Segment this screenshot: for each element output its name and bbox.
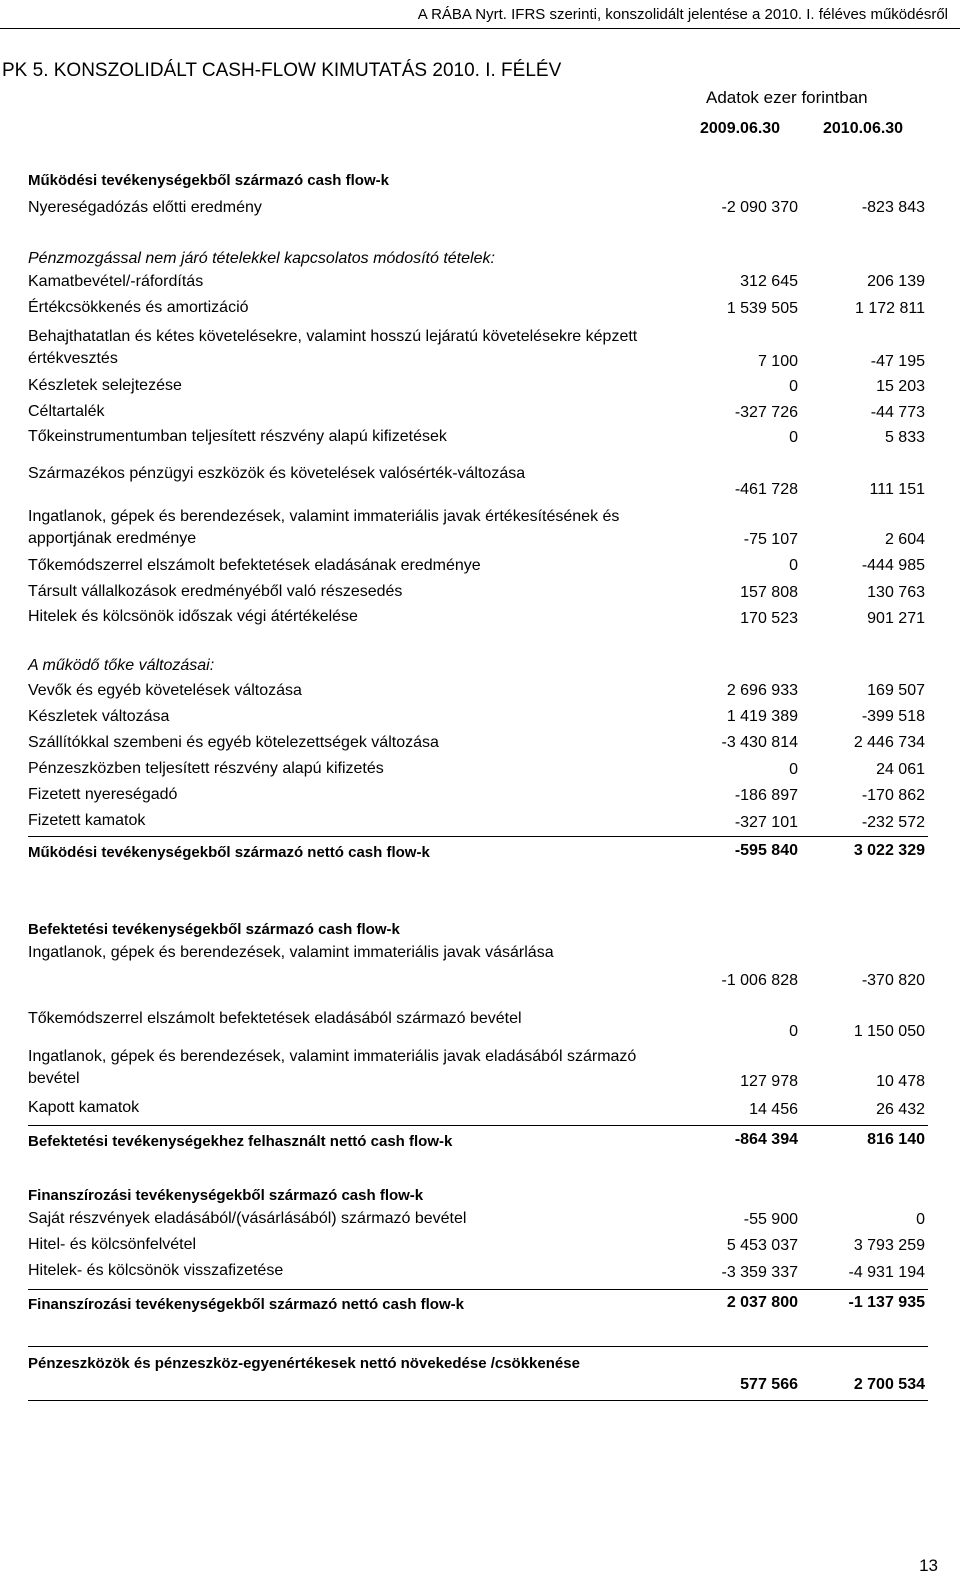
value-2009: 577 566 <box>740 1376 798 1393</box>
row-label: Nyereségadózás előtti eredmény <box>28 199 262 216</box>
row-label: Ingatlanok, gépek és berendezések, valamint immateriális javak értékesítésének és apportjának eredménye <box>28 508 620 547</box>
value-2010: -399 518 <box>861 708 925 725</box>
value-2009: 127 978 <box>740 1073 798 1090</box>
value-2010: -444 985 <box>861 557 925 574</box>
value-2009: 1 419 389 <box>726 708 798 725</box>
value-2010: 3 793 259 <box>853 1237 925 1254</box>
divider-line <box>28 836 928 837</box>
value-2009: -864 394 <box>734 1131 798 1148</box>
value-2010: 5 833 <box>884 429 925 446</box>
value-2009: -1 006 828 <box>721 972 798 989</box>
value-2009: 14 456 <box>749 1101 798 1118</box>
value-2009: 2 037 800 <box>726 1294 798 1311</box>
column-header-2009: 2009.06.30 <box>700 120 781 137</box>
unit-label: Adatok ezer forintban <box>706 88 868 107</box>
row-label: Tőkemódszerrel elszámolt befektetések eladásából származó bevétel <box>28 1010 522 1027</box>
value-2010: -823 843 <box>861 199 925 216</box>
value-2009: 5 453 037 <box>726 1237 798 1254</box>
value-2009: 157 808 <box>740 584 798 601</box>
page-title: PK 5. KONSZOLIDÁLT CASH-FLOW KIMUTATÁS 2010. I. FÉLÉV <box>2 60 562 81</box>
row-label: Saját részvények eladásából/(vásárlásából) származó bevétel <box>28 1210 467 1227</box>
value-2009: 0 <box>789 761 798 778</box>
row-label: Működési tevékenységekből származó nettó cash flow-k <box>28 844 430 861</box>
value-2010: 10 478 <box>876 1073 925 1090</box>
value-2010: 15 203 <box>876 378 925 395</box>
row-label: Céltartalék <box>28 403 105 420</box>
value-2010: 2 700 534 <box>853 1376 925 1393</box>
value-2010: -370 820 <box>861 972 925 989</box>
row-label: Pénzeszközben teljesített részvény alapú kifizetés <box>28 760 384 777</box>
value-2009: -186 897 <box>734 787 798 804</box>
value-2010: 169 507 <box>867 682 925 699</box>
page-number: 13 <box>919 1556 938 1575</box>
row-label: Társult vállalkozások eredményéből való részesedés <box>28 583 403 600</box>
value-2010: 2 446 734 <box>853 734 925 751</box>
value-2009: 0 <box>789 1023 798 1040</box>
header-divider <box>0 28 960 29</box>
row-label: Ingatlanok, gépek és berendezések, valamint immateriális javak eladásából származó bevétel <box>28 1048 637 1087</box>
value-2010: 816 140 <box>867 1131 925 1148</box>
value-2010: 130 763 <box>867 584 925 601</box>
value-2009: -327 101 <box>734 814 798 831</box>
row-label: Tőkemódszerrel elszámolt befektetések eladásának eredménye <box>28 557 481 574</box>
row-label: Kapott kamatok <box>28 1099 140 1116</box>
value-2010: -44 773 <box>870 404 925 421</box>
value-2010: 24 061 <box>876 761 925 778</box>
row-label: Készletek változása <box>28 708 170 725</box>
row-label: Pénzeszközök és pénzeszköz-egyenértékesek nettó növekedése /csökkenése <box>28 1355 580 1372</box>
row-label: Befektetési tevékenységekből származó cash flow-k <box>28 921 400 938</box>
value-2009: 170 523 <box>740 610 798 627</box>
row-label: Finanszírozási tevékenységekből származó nettó cash flow-k <box>28 1296 464 1313</box>
value-2009: -595 840 <box>734 842 798 859</box>
value-2010: -47 195 <box>870 353 925 370</box>
divider-line <box>28 1289 928 1290</box>
value-2009: 1 539 505 <box>726 300 798 317</box>
row-label: Fizetett kamatok <box>28 812 146 829</box>
row-label: Kamatbevétel/-ráfordítás <box>28 273 204 290</box>
row-label: Működési tevékenységekből származó cash flow-k <box>28 172 389 189</box>
value-2009: 0 <box>789 378 798 395</box>
row-label: Tőkeinstrumentumban teljesített részvény alapú kifizetések <box>28 428 447 445</box>
value-2009: 7 100 <box>757 353 798 370</box>
divider-line <box>28 1400 928 1401</box>
value-2010: 1 172 811 <box>855 300 925 317</box>
value-2010: -232 572 <box>861 814 925 831</box>
row-label: Értékcsökkenés és amortizáció <box>28 299 249 316</box>
value-2009: 0 <box>789 557 798 574</box>
row-label: Finanszírozási tevékenységekből származó cash flow-k <box>28 1187 424 1204</box>
row-label: A működő tőke változásai: <box>28 657 215 674</box>
value-2010: 26 432 <box>876 1101 925 1118</box>
divider-line <box>28 1125 928 1126</box>
row-label: Ingatlanok, gépek és berendezések, valamint immateriális javak vásárlása <box>28 944 554 961</box>
divider-line <box>28 1346 928 1347</box>
value-2010: 206 139 <box>867 273 925 290</box>
row-label: Fizetett nyereségadó <box>28 786 178 803</box>
row-label: Hitelek és kölcsönök időszak végi átértékelése <box>28 608 358 625</box>
value-2009: -2 090 370 <box>721 199 798 216</box>
row-label: Hitelek- és kölcsönök visszafizetése <box>28 1262 284 1279</box>
value-2009: -3 359 337 <box>721 1264 798 1281</box>
value-2009: -75 107 <box>743 531 798 548</box>
value-2009: -55 900 <box>743 1211 798 1228</box>
row-label: Származékos pénzügyi eszközök és követelések valósérték-változása <box>28 465 526 482</box>
value-2009: 0 <box>789 429 798 446</box>
value-2010: -4 931 194 <box>848 1264 925 1281</box>
value-2009: -3 430 814 <box>721 734 798 751</box>
row-label: Vevők és egyéb követelések változása <box>28 682 302 699</box>
document-header: A RÁBA Nyrt. IFRS szerinti, konszolidált jelentése a 2010. I. féléves működésről <box>417 6 948 23</box>
value-2010: -170 862 <box>861 787 925 804</box>
row-label: Behajthatatlan és kétes követelésekre, valamint hosszú lejáratú követelésekre képzett értékvesztés <box>28 328 638 367</box>
row-label: Készletek selejtezése <box>28 377 182 394</box>
row-label: Hitel- és kölcsönfelvétel <box>28 1236 197 1253</box>
value-2009: -327 726 <box>734 404 798 421</box>
row-label: Pénzmozgással nem járó tételekkel kapcsolatos módosító tételek: <box>28 250 495 267</box>
row-label: Szállítókkal szembeni és egyéb kötelezettségek változása <box>28 734 439 751</box>
value-2010: 901 271 <box>867 610 925 627</box>
value-2010: -1 137 935 <box>848 1294 925 1311</box>
value-2009: -461 728 <box>734 481 798 498</box>
value-2010: 1 150 050 <box>853 1023 925 1040</box>
value-2010: 111 151 <box>869 481 925 498</box>
row-label: Befektetési tevékenységekhez felhasznált nettó cash flow-k <box>28 1133 453 1150</box>
value-2009: 312 645 <box>740 273 798 290</box>
value-2010: 3 022 329 <box>853 842 925 859</box>
value-2010: 2 604 <box>884 531 925 548</box>
column-header-2010: 2010.06.30 <box>823 120 904 137</box>
value-2010: 0 <box>916 1211 925 1228</box>
value-2009: 2 696 933 <box>726 682 798 699</box>
